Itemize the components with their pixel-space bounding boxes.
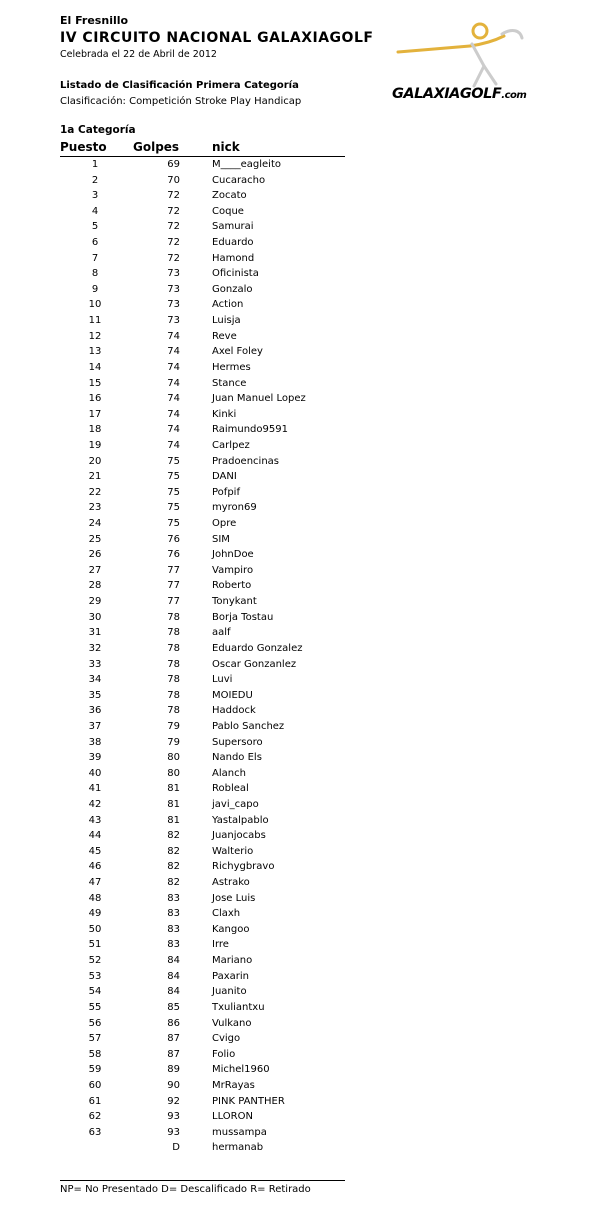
cell-golpes: 70 — [167, 174, 180, 186]
cell-puesto: 54 — [88, 986, 102, 998]
cell-golpes: 83 — [167, 923, 180, 935]
cell-nick: Action — [212, 299, 244, 311]
classification-table — [60, 157, 360, 1156]
cell-puesto: 37 — [88, 720, 102, 732]
cell-puesto: 51 — [88, 939, 102, 951]
cell-puesto: 29 — [88, 596, 102, 608]
cell-puesto: 22 — [88, 486, 102, 498]
cell-puesto: 27 — [88, 564, 102, 576]
table-row — [60, 344, 360, 360]
cell-golpes: 78 — [167, 705, 180, 717]
cell-puesto: 21 — [88, 471, 102, 483]
table-row — [60, 625, 360, 641]
cell-puesto: 6 — [91, 237, 99, 249]
cell-puesto: 60 — [88, 1079, 102, 1091]
cell-golpes: 82 — [167, 877, 180, 889]
cell-golpes: 74 — [167, 330, 180, 342]
cell-nick: aalf — [212, 627, 231, 639]
cell-nick: Robleal — [212, 783, 249, 795]
cell-puesto: 61 — [88, 1095, 102, 1107]
cell-golpes: 93 — [167, 1111, 180, 1123]
cell-puesto: 44 — [88, 830, 102, 842]
cell-golpes: 75 — [167, 518, 180, 530]
cell-golpes: 78 — [167, 611, 180, 623]
header-nick: nick — [212, 140, 240, 154]
cell-golpes: 78 — [167, 627, 180, 639]
cell-nick: SIM — [212, 533, 230, 545]
cell-nick: Tonykant — [212, 596, 257, 608]
cell-golpes: 76 — [167, 549, 180, 561]
cell-golpes: 82 — [167, 830, 180, 842]
cell-nick: Zocato — [212, 190, 247, 202]
cell-puesto: 38 — [88, 736, 102, 748]
cell-puesto: 42 — [88, 798, 102, 810]
cell-golpes: 75 — [167, 455, 180, 467]
table-row — [60, 859, 360, 875]
cell-golpes: 83 — [167, 939, 180, 951]
cell-golpes: 83 — [167, 908, 180, 920]
cell-puesto: 35 — [88, 689, 102, 701]
cell-nick: mussampa — [212, 1126, 267, 1138]
cell-golpes: 74 — [167, 346, 180, 358]
venue-name: El Fresnillo — [60, 14, 129, 27]
table-row — [60, 407, 360, 423]
table-row — [60, 766, 360, 782]
cell-golpes: 90 — [167, 1079, 180, 1091]
cell-nick: Irre — [212, 939, 229, 951]
table-row — [60, 1047, 360, 1063]
cell-puesto: 3 — [91, 190, 99, 202]
cell-puesto: 30 — [88, 611, 102, 623]
table-row — [60, 922, 360, 938]
header-puesto: Puesto — [60, 140, 107, 154]
table-row — [60, 750, 360, 766]
logo-text-main: GALAXIAGOLF — [392, 86, 502, 102]
cell-puesto: 43 — [88, 814, 102, 826]
cell-golpes: 72 — [167, 205, 180, 217]
cell-nick: Richygbravo — [212, 861, 275, 873]
cell-golpes: 75 — [167, 486, 180, 498]
cell-nick: M____eagleito — [212, 159, 282, 170]
cell-golpes: 74 — [167, 408, 180, 420]
table-row — [60, 251, 360, 267]
cell-golpes: 79 — [167, 736, 180, 748]
cell-puesto: 7 — [91, 252, 99, 264]
cell-golpes: 78 — [167, 674, 180, 686]
table-row — [60, 173, 360, 189]
table-row — [60, 422, 360, 438]
cell-puesto: 17 — [88, 408, 102, 420]
cell-golpes: 85 — [167, 1001, 180, 1013]
table-row — [60, 500, 360, 516]
logo-text-domain: .com — [501, 90, 527, 101]
cell-golpes: 74 — [167, 361, 180, 373]
table-row — [60, 875, 360, 891]
header-golpes: Golpes — [133, 140, 180, 154]
table-row — [60, 1078, 360, 1094]
cell-nick: Pablo Sanchez — [212, 720, 285, 732]
cell-nick: PINK PANTHER — [212, 1095, 285, 1107]
cell-puesto: 40 — [88, 767, 102, 779]
cell-nick: Juan Manuel Lopez — [212, 393, 306, 405]
cell-golpes: 69 — [167, 159, 180, 170]
cell-nick: MOIEDU — [212, 689, 253, 701]
table-row — [60, 1140, 360, 1156]
cell-puesto: 28 — [88, 580, 102, 592]
cell-nick: Mariano — [212, 955, 253, 967]
cell-golpes: 87 — [167, 1048, 180, 1060]
cell-nick: Opre — [212, 518, 237, 530]
cell-puesto: 2 — [91, 174, 99, 186]
table-row — [60, 1000, 360, 1016]
table-row — [60, 235, 360, 251]
cell-puesto: 58 — [88, 1048, 102, 1060]
cell-puesto: 62 — [88, 1111, 102, 1123]
cell-nick: javi_capo — [212, 798, 259, 810]
table-row — [60, 282, 360, 298]
cell-nick: Eduardo Gonzalez — [212, 642, 303, 654]
cell-golpes: 74 — [167, 377, 180, 389]
table-row — [60, 313, 360, 329]
table-row — [60, 657, 360, 673]
table-row — [60, 266, 360, 282]
table-row — [60, 297, 360, 313]
cell-puesto: 16 — [88, 393, 102, 405]
cell-nick: DANI — [212, 471, 237, 483]
cell-nick: Gonzalo — [212, 283, 253, 295]
table-row — [60, 828, 360, 844]
cell-nick: Cvigo — [212, 1033, 241, 1045]
cell-nick: Reve — [212, 330, 237, 342]
cell-golpes: 83 — [167, 892, 180, 904]
cell-golpes: 78 — [167, 658, 180, 670]
cell-puesto: 9 — [91, 283, 99, 295]
cell-puesto: 11 — [88, 315, 102, 327]
cell-puesto: 49 — [88, 908, 102, 920]
cell-golpes: 75 — [167, 471, 180, 483]
cell-nick: Raimundo9591 — [212, 424, 288, 436]
table-header — [60, 140, 345, 157]
cell-nick: Claxh — [212, 908, 241, 920]
cell-puesto: 15 — [88, 377, 102, 389]
cell-nick: Paxarin — [212, 970, 249, 982]
cell-nick: Jose Luis — [212, 892, 256, 904]
table-row — [60, 1125, 360, 1141]
cell-puesto: 18 — [88, 424, 102, 436]
table-row — [60, 953, 360, 969]
cell-golpes: 80 — [167, 767, 180, 779]
cell-puesto: 33 — [88, 658, 102, 670]
cell-golpes: 92 — [167, 1095, 180, 1107]
logo-wordmark — [392, 86, 526, 102]
cell-golpes: 73 — [167, 283, 180, 295]
table-row — [60, 937, 360, 953]
table-row — [60, 719, 360, 735]
cell-nick: Kangoo — [212, 923, 250, 935]
cell-golpes: 81 — [167, 798, 180, 810]
cell-puesto: 5 — [91, 221, 99, 233]
table-row — [60, 1094, 360, 1110]
cell-nick: Borja Tostau — [212, 611, 274, 623]
cell-nick: LLORON — [212, 1111, 253, 1123]
category-label: 1a Categoría — [60, 124, 136, 136]
table-row — [60, 391, 360, 407]
cell-nick: Supersoro — [212, 736, 263, 748]
cell-puesto: 32 — [88, 642, 102, 654]
cell-golpes: 82 — [167, 845, 180, 857]
cell-puesto: 25 — [88, 533, 102, 545]
cell-golpes: 80 — [167, 752, 180, 764]
cell-nick: Walterio — [212, 845, 254, 857]
cell-golpes: D — [172, 1142, 180, 1154]
cell-golpes: 74 — [167, 424, 180, 436]
table-row — [60, 1109, 360, 1125]
cell-nick: Vulkano — [212, 1017, 252, 1029]
cell-golpes: 77 — [167, 564, 180, 576]
table-row — [60, 188, 360, 204]
cell-nick: Coque — [212, 205, 244, 217]
table-row — [60, 641, 360, 657]
cell-puesto: 10 — [88, 299, 102, 311]
cell-nick: Vampiro — [212, 564, 254, 576]
table-row — [60, 813, 360, 829]
table-row — [60, 485, 360, 501]
table-row — [60, 984, 360, 1000]
cell-puesto: 19 — [88, 439, 102, 451]
cell-puesto: 34 — [88, 674, 102, 686]
table-row — [60, 688, 360, 704]
cell-golpes: 81 — [167, 783, 180, 795]
cell-puesto: 26 — [88, 549, 102, 561]
table-row — [60, 578, 360, 594]
cell-nick: Oscar Gonzanlez — [212, 658, 297, 670]
cell-puesto: 36 — [88, 705, 102, 717]
cell-nick: Stance — [212, 377, 247, 389]
table-row — [60, 360, 360, 376]
cell-golpes: 72 — [167, 190, 180, 202]
cell-puesto: 1 — [91, 159, 99, 170]
table-row — [60, 594, 360, 610]
cell-puesto: 57 — [88, 1033, 102, 1045]
table-row — [60, 672, 360, 688]
cell-golpes: 74 — [167, 393, 180, 405]
table-row — [60, 844, 360, 860]
cell-golpes: 77 — [167, 580, 180, 592]
cell-golpes: 89 — [167, 1064, 180, 1076]
list-title: Listado de Clasificación Primera Categoría — [60, 80, 299, 91]
list-subtitle: Clasificación: Competición Stroke Play Handicap — [60, 96, 302, 107]
cell-nick: Juanito — [212, 986, 247, 998]
cell-nick: Nando Els — [212, 752, 262, 764]
cell-nick: Pofpif — [212, 486, 240, 498]
cell-nick: Eduardo — [212, 237, 254, 249]
cell-puesto: 53 — [88, 970, 102, 982]
table-row — [60, 532, 360, 548]
table-row — [60, 204, 360, 220]
table-row — [60, 781, 360, 797]
table-row — [60, 438, 360, 454]
cell-golpes: 84 — [167, 986, 180, 998]
cell-puesto: 31 — [88, 627, 102, 639]
cell-nick: Txuliantxu — [212, 1001, 265, 1013]
cell-puesto: 52 — [88, 955, 102, 967]
cell-golpes: 82 — [167, 861, 180, 873]
cell-puesto: 56 — [88, 1017, 102, 1029]
cell-nick: Hamond — [212, 252, 255, 264]
cell-puesto: 50 — [88, 923, 102, 935]
table-row — [60, 219, 360, 235]
cell-nick: JohnDoe — [212, 549, 254, 561]
cell-golpes: 75 — [167, 502, 180, 514]
cell-nick: Alanch — [212, 767, 246, 779]
cell-nick: Luisja — [212, 315, 241, 327]
cell-puesto: 8 — [91, 268, 99, 280]
cell-nick: hermanab — [212, 1142, 264, 1154]
cell-nick: Folio — [212, 1048, 236, 1060]
cell-nick: Astrako — [212, 877, 250, 889]
table-row — [60, 563, 360, 579]
cell-nick: Kinki — [212, 408, 237, 420]
legend-footer: NP= No Presentado D= Descalificado R= Retirado — [60, 1180, 345, 1195]
cell-nick: Michel1960 — [212, 1064, 270, 1076]
table-row — [60, 969, 360, 985]
cell-puesto: 13 — [88, 346, 102, 358]
table-row — [60, 454, 360, 470]
table-row — [60, 735, 360, 751]
cell-nick: MrRayas — [212, 1079, 255, 1091]
cell-nick: Samurai — [212, 221, 254, 233]
table-row — [60, 1062, 360, 1078]
cell-puesto: 14 — [88, 361, 102, 373]
cell-puesto: 48 — [88, 892, 102, 904]
table-row — [60, 469, 360, 485]
cell-golpes: 84 — [167, 970, 180, 982]
cell-nick: Oficinista — [212, 268, 259, 280]
cell-golpes: 78 — [167, 689, 180, 701]
cell-puesto: 55 — [88, 1001, 102, 1013]
cell-golpes: 78 — [167, 642, 180, 654]
cell-puesto: 46 — [88, 861, 102, 873]
tournament-title: IV CIRCUITO NACIONAL GALAXIAGOLF — [60, 30, 374, 46]
cell-nick: Haddock — [212, 705, 256, 717]
cell-golpes: 93 — [167, 1126, 180, 1138]
cell-puesto: 4 — [91, 205, 99, 217]
table-row — [60, 797, 360, 813]
cell-puesto: 12 — [88, 330, 102, 342]
cell-nick: Luvi — [212, 674, 233, 686]
cell-golpes: 72 — [167, 237, 180, 249]
tournament-date: Celebrada el 22 de Abril de 2012 — [60, 49, 217, 60]
table-row — [60, 516, 360, 532]
cell-golpes: 74 — [167, 439, 180, 451]
cell-nick: Pradoencinas — [212, 455, 280, 467]
cell-nick: Juanjocabs — [212, 830, 266, 842]
cell-golpes: 79 — [167, 720, 180, 732]
cell-puesto: 41 — [88, 783, 102, 795]
cell-golpes: 84 — [167, 955, 180, 967]
cell-golpes: 86 — [167, 1017, 180, 1029]
cell-nick: Axel Foley — [212, 346, 263, 358]
cell-golpes: 76 — [167, 533, 180, 545]
cell-puesto: 23 — [88, 502, 102, 514]
table-row — [60, 547, 360, 563]
cell-puesto: 39 — [88, 752, 102, 764]
cell-golpes: 73 — [167, 268, 180, 280]
cell-nick: myron69 — [212, 502, 257, 514]
table-row — [60, 703, 360, 719]
table-row — [60, 891, 360, 907]
cell-golpes: 87 — [167, 1033, 180, 1045]
cell-nick: Carlpez — [212, 439, 250, 451]
cell-puesto: 45 — [88, 845, 102, 857]
table-row — [60, 1016, 360, 1032]
cell-puesto: 20 — [88, 455, 102, 467]
table-row — [60, 376, 360, 392]
cell-puesto: 24 — [88, 518, 102, 530]
table-row — [60, 1031, 360, 1047]
cell-nick: Hermes — [212, 361, 251, 373]
cell-golpes: 72 — [167, 252, 180, 264]
cell-nick: Cucaracho — [212, 174, 266, 186]
table-row — [60, 329, 360, 345]
cell-puesto: 63 — [88, 1126, 102, 1138]
cell-puesto: 59 — [88, 1064, 102, 1076]
table-row — [60, 610, 360, 626]
table-row — [60, 906, 360, 922]
cell-golpes: 73 — [167, 315, 180, 327]
cell-nick: Yastalpablo — [212, 814, 269, 826]
table-row — [60, 157, 360, 173]
cell-puesto: 47 — [88, 877, 102, 889]
cell-golpes: 81 — [167, 814, 180, 826]
cell-golpes: 72 — [167, 221, 180, 233]
cell-golpes: 77 — [167, 596, 180, 608]
cell-nick: Roberto — [212, 580, 252, 592]
cell-golpes: 73 — [167, 299, 180, 311]
